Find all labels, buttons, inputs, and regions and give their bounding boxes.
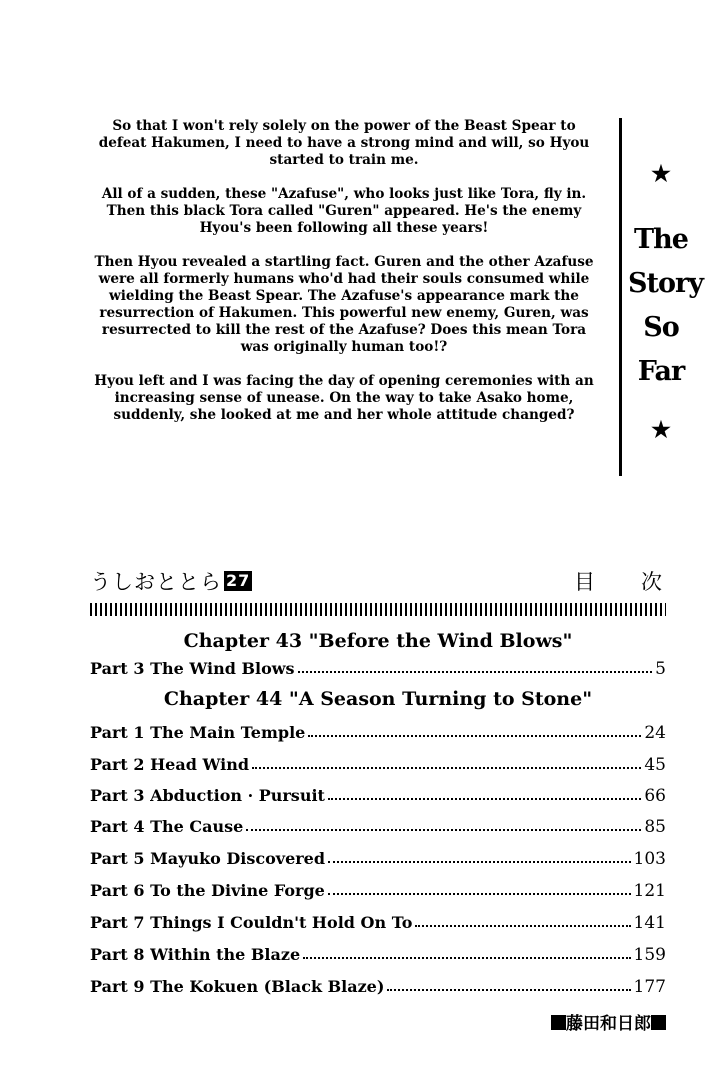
toc-entry-page: 121: [633, 881, 666, 901]
toc-entry-page: 85: [644, 817, 666, 837]
divider-line: [619, 118, 622, 476]
toc-entry: [90, 879, 666, 903]
leader-dots: [328, 893, 631, 895]
author-name: 藤田和日郎: [566, 1014, 651, 1034]
toc-entry: [90, 657, 666, 681]
toc-entry-label: Part 2 Head Wind: [90, 755, 250, 774]
square-bullet-icon: [651, 1015, 666, 1030]
chapter-heading: Chapter 44 "A Season Turning to Stone": [163, 688, 593, 710]
toc-entry-page: 177: [633, 977, 666, 997]
toc-entry-page: 103: [633, 849, 666, 869]
leader-dots: [415, 925, 630, 927]
summary-paragraph: So that I won't rely solely on the power of the Beast Spear to defeat Hakumen, I need to have a strong mind and will, so Hyou started to train me.: [98, 118, 590, 168]
leader-dots: [303, 957, 630, 959]
toc-entry-label: Part 3 Abduction · Pursuit: [90, 786, 325, 805]
contents-label: 目次: [574, 570, 708, 594]
toc-entry-label: Part 3 The Wind Blows: [90, 659, 295, 678]
toc-entry-label: Part 7 Things I Couldn't Hold On To: [90, 913, 413, 932]
decorative-tick-rule: [90, 603, 666, 616]
summary-paragraph: Then Hyou revealed a startling fact. Guren and the other Azafuse were all formerly humans who'd had their souls consumed while wielding the Beast Spear. The Azafuse's appearance mark the resurrection of Hakumen. This powerful new enemy, Guren, was resurrected to kill the rest of the Azafuse? Does this mean Tora was originally human too!?: [94, 254, 594, 355]
toc-entry-label: Part 5 Mayuko Discovered: [90, 849, 326, 868]
contents-header: [90, 568, 708, 598]
leader-dots: [328, 861, 631, 863]
chapter-heading: Chapter 43 "Before the Wind Blows": [183, 630, 573, 652]
leader-dots: [387, 989, 630, 991]
toc-entry-page: 5: [655, 659, 666, 679]
leader-dots: [246, 829, 641, 831]
title-word: Story: [628, 268, 703, 299]
author-credit: [551, 1012, 666, 1036]
toc-entry: [90, 847, 666, 871]
title-word: Far: [637, 356, 685, 387]
toc-entry: [90, 815, 666, 839]
toc-entry-label: Part 6 To the Divine Forge: [90, 881, 325, 900]
toc-entry: [90, 943, 666, 967]
toc-entry: [90, 753, 666, 777]
volume-number: 27: [226, 571, 251, 590]
series-name: うしおととら: [90, 570, 222, 594]
toc-entry-page: 45: [644, 755, 666, 775]
summary-paragraph: All of a sudden, these "Azafuse", who looks just like Tora, fly in. Then this black Tora called "Guren" appeared. He's the enemy Hyou's been following all these years!: [101, 186, 587, 236]
square-bullet-icon: [551, 1015, 566, 1030]
toc-entry: [90, 784, 666, 808]
toc-entry: [90, 975, 666, 999]
leader-dots: [298, 671, 653, 673]
toc-entry-page: 159: [633, 945, 666, 965]
series-title: [90, 568, 252, 596]
toc-entry-page: 24: [644, 723, 666, 743]
star-icon: ★: [651, 417, 671, 443]
toc-entry: [90, 721, 666, 745]
toc-entry-label: Part 9 The Kokuen (Black Blaze): [90, 977, 385, 996]
star-icon: ★: [651, 161, 671, 187]
toc-entry-page: 66: [644, 786, 666, 806]
leader-dots: [252, 767, 641, 769]
toc-entry-page: 141: [633, 913, 666, 933]
title-word: So: [643, 312, 679, 343]
toc-entry-label: Part 4 The Cause: [90, 817, 244, 836]
summary-paragraph: Hyou left and I was facing the day of opening ceremonies with an increasing sense of unease. On the way to take Asako home, suddenly, she looked at me and her whole attitude changed?: [94, 373, 594, 423]
leader-dots: [308, 735, 641, 737]
toc-entry-label: Part 1 The Main Temple: [90, 723, 306, 742]
story-so-far-title: [628, 218, 703, 394]
story-summary: [88, 118, 600, 441]
toc-entry-label: Part 8 Within the Blaze: [90, 945, 301, 964]
toc-entry: [90, 911, 666, 935]
leader-dots: [328, 798, 641, 800]
title-word: The: [634, 224, 688, 255]
